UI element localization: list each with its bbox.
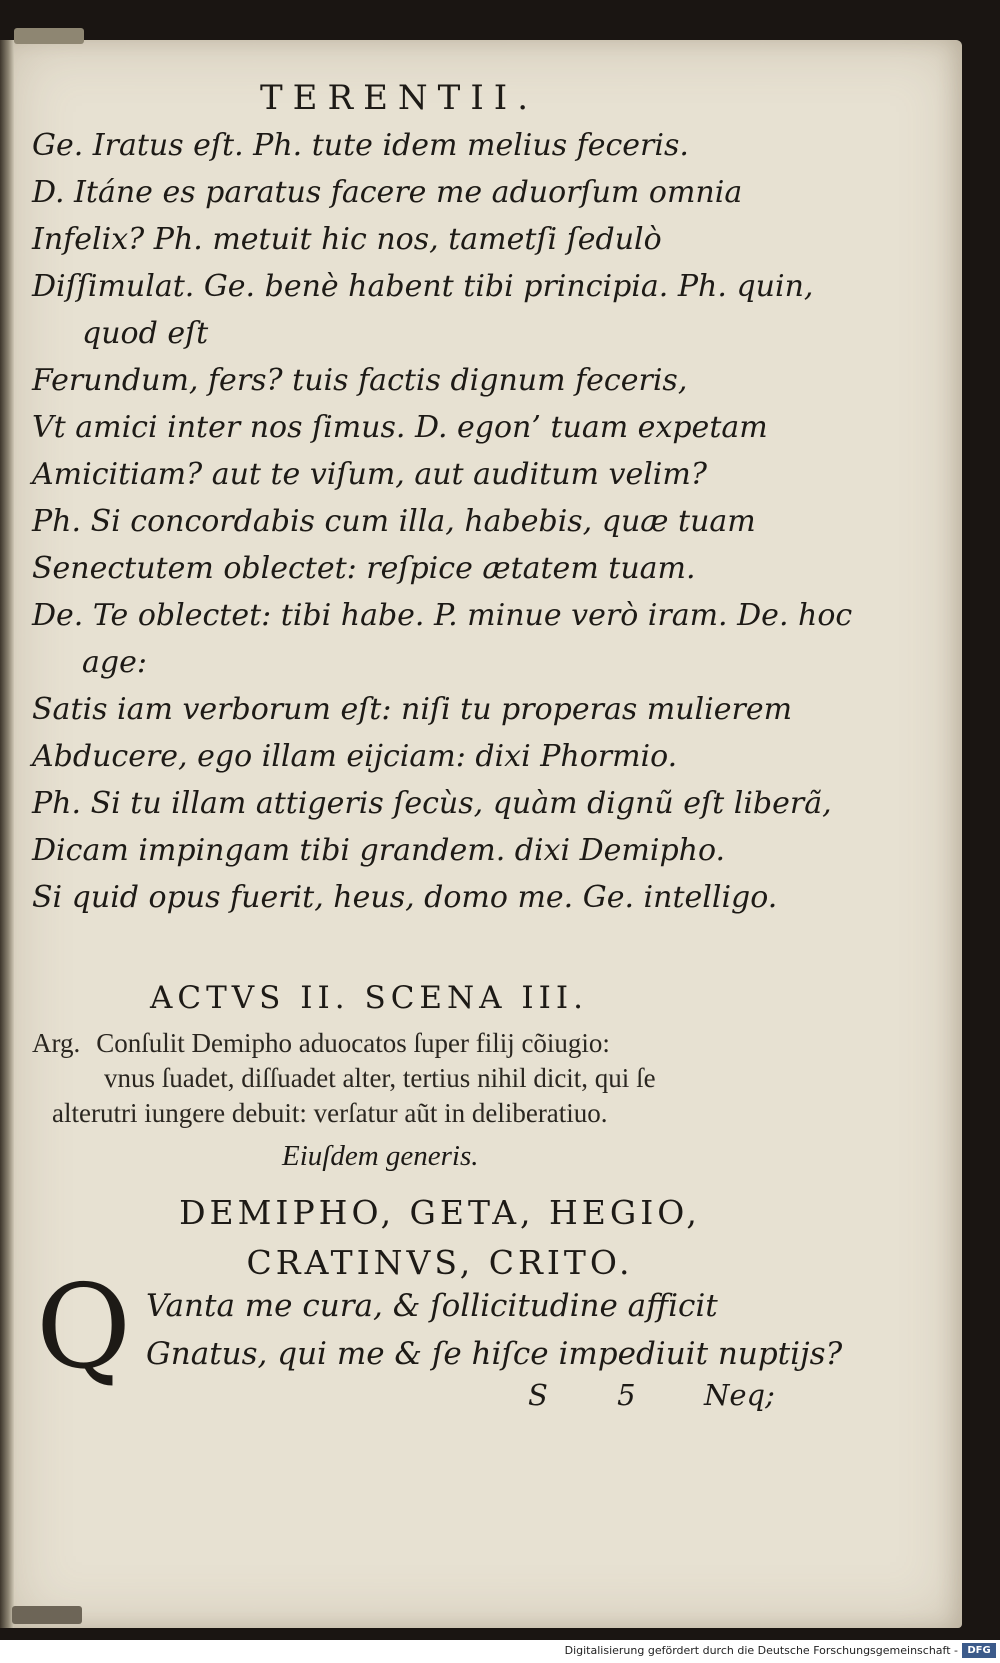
verse-line: De. Te oblectet: tibi habe. P. minue verò iram. De. hoc (32, 598, 853, 633)
verse-line: Amicitiam? aut te viſum, aut auditum velim? (32, 457, 707, 492)
funding-credit: Digitalisierung gefördert durch die Deutsche Forschungsgemeinschaft - (564, 1644, 958, 1657)
argument-text: Conſulit Demipho aduocatos ſuper filij cõiugio: (96, 1028, 610, 1058)
signature-mark: S 5 (528, 1378, 666, 1412)
binding-tape-bottom (12, 1606, 82, 1624)
argument-line: alterutri iungere debuit: verſatur aũt in deliberatiuo. (52, 1098, 608, 1128)
dramatis-personae (120, 1188, 760, 1288)
verse-line: Satis iam verborum eſt: niſi tu properas mulierem (32, 692, 793, 727)
verse-line: Diſſimulat. Ge. benè habent tibi principia. Ph. quin, (32, 269, 814, 304)
verse-line: Ph. Si concordabis cum illa, habebis, quæ tuam (32, 504, 756, 539)
verse-line: Infelix? Ph. metuit hic nos, tametſi ſedulò (32, 222, 662, 257)
drop-cap: Q (36, 1260, 132, 1395)
page-gutter-edge (0, 40, 14, 1628)
verse-line: Dicam impingam tibi grandem. dixi Demipho. (32, 833, 726, 868)
verse-line: Ge. Iratus eſt. Ph. tute idem melius feceris. (32, 128, 689, 163)
binding-tape-top (14, 28, 84, 44)
verse-line: quod eſt (82, 316, 209, 351)
verse-line: Ferundum, fers? tuis factis dignum feceris, (32, 363, 688, 398)
verse-line: Gnatus, qui me & ſe hiſce impediuit nuptijs? (146, 1336, 843, 1372)
verse-block (32, 122, 853, 921)
act-scene-heading: ACTVS II. SCENA III. (150, 980, 589, 1016)
verse-line: D. Itáne es paratus facere me aduorſum omnia (32, 175, 743, 210)
argument-line (32, 1026, 792, 1061)
running-head: TERENTII. (260, 78, 539, 118)
personae-line: DEMIPHO, GETA, HEGIO, (179, 1193, 701, 1232)
verse-line: Ph. Si tu illam attigeris ſecùs, quàm dignũ eſt liberã, (32, 786, 832, 821)
verse-line: Si quid opus fuerit, heus, domo me. Ge. intelligo. (32, 880, 778, 915)
genre-note: Eiuſdem generis. (282, 1140, 479, 1172)
argument-summary (32, 1026, 792, 1131)
catchword: Neq; (704, 1378, 775, 1412)
dfg-logo: DFG (962, 1643, 996, 1658)
verse-line: Vt amici inter nos ſimus. D. egon’ tuam expetam (32, 410, 768, 445)
verse-line: Abducere, ego illam eijciam: dixi Phormio. (32, 739, 678, 774)
verse-line: Vanta me cura, & ſollicitudine afficit (146, 1288, 718, 1324)
verse-line: age: (82, 645, 147, 680)
personae-line: CRATINVS, CRITO. (246, 1243, 634, 1282)
argument-line: vnus ſuadet, diſſuadet alter, tertius nihil dicit, qui ſe (104, 1063, 656, 1093)
verse-line: Senectutem oblectet: reſpice ætatem tuam. (32, 551, 696, 586)
argument-label: Arg. (32, 1028, 81, 1058)
scene-opening (146, 1282, 843, 1378)
